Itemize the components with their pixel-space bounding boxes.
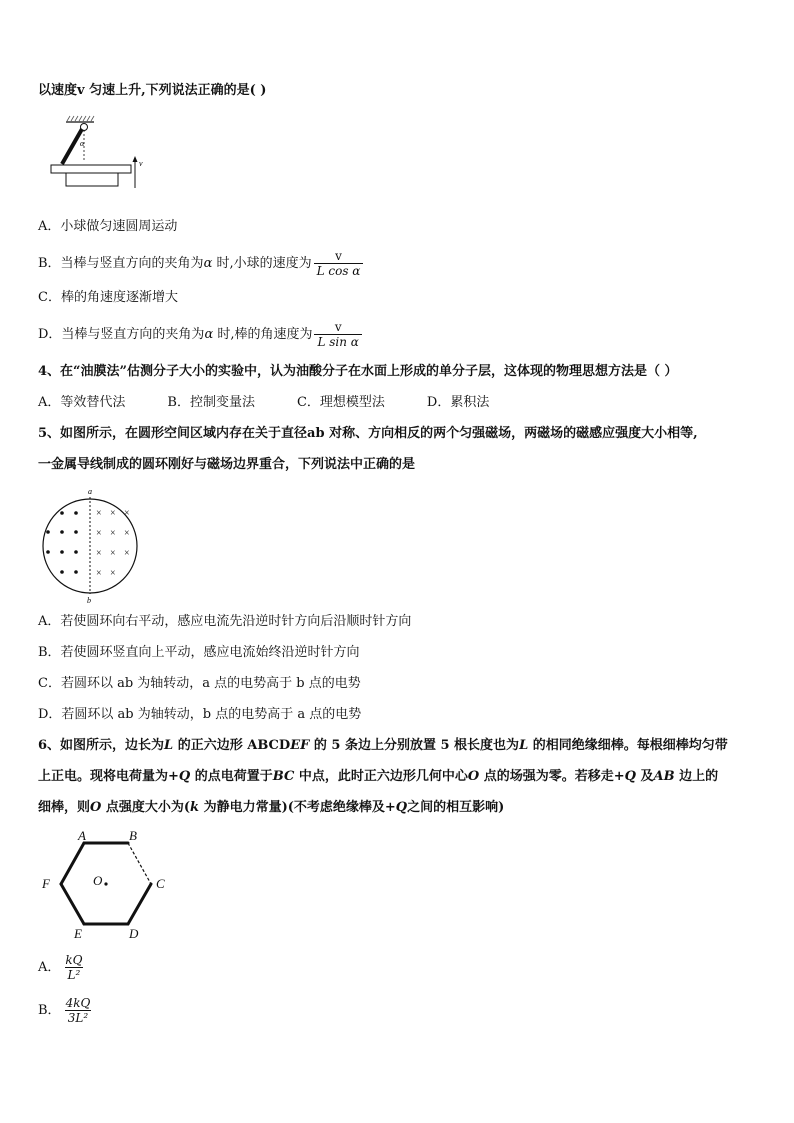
q5-stem-line1: 5、如图所示，在圆形空间区域内存在关于直径ab 对称、方向相反的两个匀强磁场，两磁场的磁感应强度大小相等,	[38, 426, 698, 441]
q4-option-a: A．等效替代法	[38, 395, 126, 410]
svg-text:×: ×	[110, 508, 116, 519]
q6-a-fraction: $\frac{kQ}{\text{L²}}$	[65, 952, 83, 982]
q3-option-a: A．小球做匀速圆周运动	[38, 219, 178, 234]
svg-text:×: ×	[110, 568, 116, 579]
q5-option-d: D．若圆环以 ab 为轴转动，b 点的电势高于 a 点的电势	[38, 707, 362, 722]
vertex-C-label: C	[156, 876, 165, 891]
svg-text:×: ×	[124, 548, 130, 559]
q3-option-d: D．当棒与竖直方向的夹角为α 时,棒的角速度为 $\frac{v}{\text{L sin α}}$	[38, 320, 364, 350]
q6-b-fraction: $\frac{4kQ}{\text{3L²}}$	[65, 995, 91, 1025]
q6-stem-line1: 6、如图所示，边长为L 的正六边形 ABCDEF 的 5 条边上分别放置 5 根长度也为L 的相同绝缘细棒。每根细棒均匀带	[38, 738, 728, 753]
q3-option-c: C．棒的角速度逐渐增大	[38, 290, 178, 305]
q6-option-b: B． $\frac{4kQ}{\text{3L²}}$	[38, 993, 95, 1029]
q5-stem-line2: 一金属导线制成的圆环刚好与磁场边界重合，下列说法中正确的是	[38, 457, 416, 472]
vertex-F-label: F	[42, 876, 50, 891]
q4-stem: 4、在“油膜法”估测分子大小的实验中，认为油酸分子在水面上形成的单分子层，这体现的物理思想方法是（ ）	[38, 364, 678, 379]
platform-top	[51, 165, 131, 173]
q5-option-a: A．若使圆环向右平动，感应电流先沿逆时针方向后沿顺时针方向	[38, 614, 412, 629]
rod-FA	[61, 843, 84, 884]
q5-figure	[38, 486, 144, 604]
svg-text:×: ×	[110, 548, 116, 559]
q6-stem-line2: 上正电。现将电荷量为+Q 的点电荷置于BC 中点，此时正六边形几何中心O 点的场强为零。若移走+Q 及AB 边上的	[38, 769, 719, 784]
field-crosses	[96, 508, 130, 579]
side-BC-dashed	[128, 843, 151, 884]
vertex-A-label: A	[78, 828, 86, 843]
point-b-label: b	[87, 596, 91, 604]
vertex-E-label: E	[74, 926, 82, 941]
q3-figure	[48, 114, 158, 194]
velocity-label: v	[139, 159, 143, 168]
q4-option-c: C．理想模型法	[296, 395, 385, 410]
svg-text:×: ×	[124, 508, 130, 519]
svg-text:×: ×	[124, 528, 130, 539]
alpha-label: α	[80, 139, 85, 148]
svg-text:×: ×	[96, 548, 102, 559]
rod-EF	[61, 884, 84, 924]
svg-text:×: ×	[96, 528, 102, 539]
q3-d-fraction: $\frac{v}{\text{L sin α}}$	[314, 321, 361, 349]
q3-option-b: B．当棒与竖直方向的夹角为α 时,小球的速度为 $\frac{v}{\text{L cos α}}$	[38, 249, 365, 279]
q6-stem-line3: 细棒，则O 点强度大小为(k 为静电力常量)(不考虑绝缘棒及+Q之间的相互影响)	[38, 800, 505, 815]
q4-option-b: B．控制变量法	[167, 395, 255, 410]
svg-text:×: ×	[96, 508, 102, 519]
q5-option-b: B．若使圆环竖直向上平动，感应电流始终沿逆时针方向	[38, 645, 360, 660]
q4-options	[38, 395, 489, 411]
vertex-B-label: B	[129, 828, 137, 843]
rod	[62, 129, 82, 164]
q3-b-fraction: $\frac{v}{\text{L cos α}}$	[314, 250, 364, 278]
svg-text:×: ×	[110, 528, 116, 539]
svg-text:×: ×	[96, 568, 102, 579]
center-O-label: O	[93, 873, 103, 888]
q6-option-a: A． $\frac{kQ}{\text{L²}}$	[38, 950, 88, 986]
platform-block	[66, 173, 118, 186]
q4-option-d: D．累积法	[426, 395, 490, 410]
center-O	[104, 882, 107, 885]
q5-option-c: C．若圆环以 ab 为轴转动，a 点的电势高于 b 点的电势	[38, 676, 361, 691]
q6-hexagon-figure	[36, 826, 176, 944]
q3-stem: 以速度v 匀速上升,下列说法正确的是( )	[38, 83, 267, 98]
point-a-label: a	[88, 487, 92, 496]
rod-CD	[128, 884, 151, 924]
vertex-D-label: D	[129, 926, 139, 941]
